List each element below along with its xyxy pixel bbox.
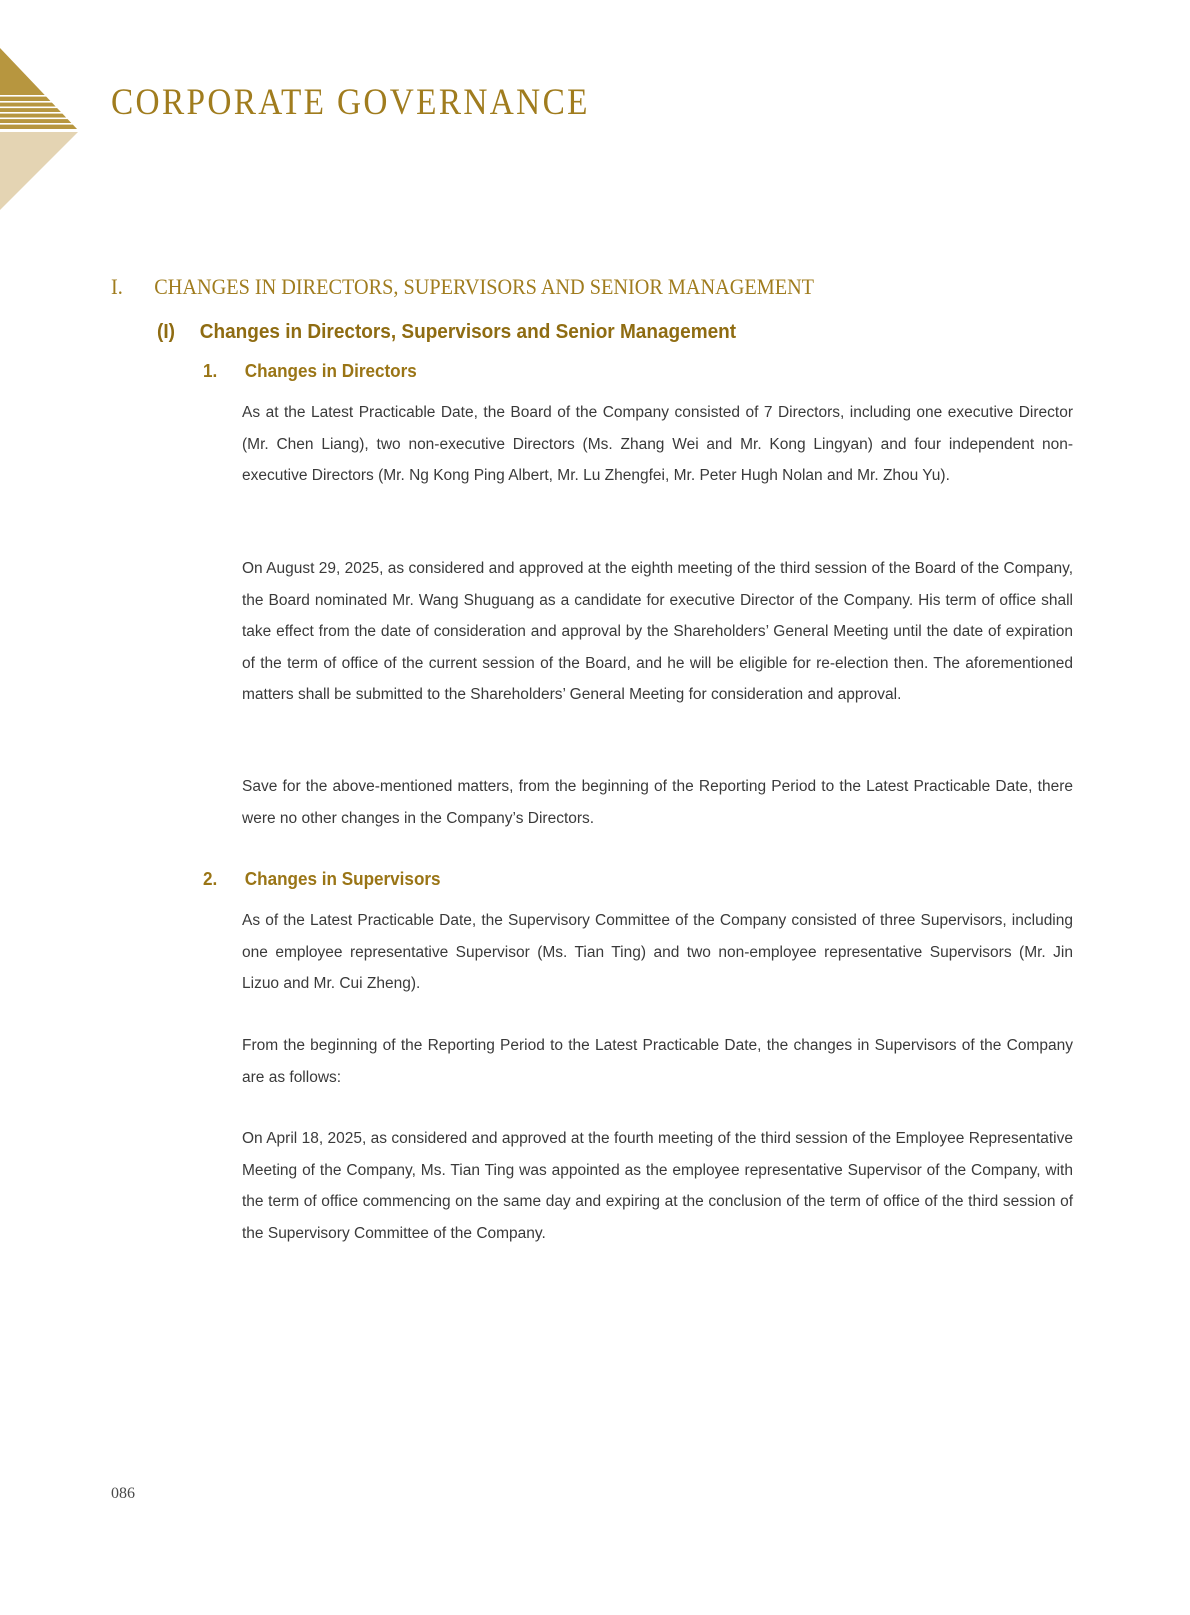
paragraph: On April 18, 2025, as considered and approved at the fourth meeting of the third session of the Employee Representative Meeting of the Company, Ms. Tian Ting was appointed as the employee representative Supervisor of the Company, with the term of office commencing on the same day and expiring at the conclusion of the term of office of the third session of the Supervisory Committee of the Company. xyxy=(242,1130,1073,1242)
section-title: CHANGES IN DIRECTORS, SUPERVISORS AND SENIOR MANAGEMENT xyxy=(154,274,815,299)
paragraph: From the beginning of the Reporting Period to the Latest Practicable Date, the changes in Supervisors of the Company are as follows: xyxy=(242,1037,1073,1086)
paragraph: As of the Latest Practicable Date, the Supervisory Committee of the Company consisted of three Supervisors, including one employee representative Supervisor (Ms. Tian Ting) and two non-employee representative Supervisors (Mr. Jin Lizuo and Mr. Cui Zheng). xyxy=(242,912,1073,992)
decorative-triangle-icon xyxy=(0,48,80,210)
item-title: Changes in Supervisors xyxy=(244,869,441,889)
section-heading xyxy=(111,276,814,298)
item-number: 1. xyxy=(203,361,218,381)
page-title: CORPORATE GOVERNANCE xyxy=(111,82,590,123)
item-heading-supervisors xyxy=(203,870,441,888)
item-number: 2. xyxy=(203,869,218,889)
item-title: Changes in Directors xyxy=(244,361,417,381)
page-number: 086 xyxy=(111,1485,135,1502)
paragraph: Save for the above-mentioned matters, from the beginning of the Reporting Period to the Latest Practicable Date, there were no other changes in the Company’s Directors. xyxy=(242,778,1073,827)
item-heading-directors xyxy=(203,362,417,380)
section-number: I. xyxy=(111,274,123,299)
paragraph: On August 29, 2025, as considered and approved at the eighth meeting of the third session of the Board of the Company, the Board nominated Mr. Wang Shuguang as a candidate for executive Director of the Company. His term of office shall take effect from the date of consideration and approval by the Shareholders’ General Meeting until the date of expiration of the term of office of the current session of the Board, and he will be eligible for re-election then. The aforementioned matters shall be submitted to the Shareholders’ General Meeting for consideration and approval. xyxy=(242,560,1073,703)
subsection-number: (I) xyxy=(157,321,175,343)
subsection-title: Changes in Directors, Supervisors and Senior Management xyxy=(199,321,737,343)
paragraph: As at the Latest Practicable Date, the Board of the Company consisted of 7 Directors, including one executive Director (Mr. Chen Liang), two non-executive Directors (Ms. Zhang Wei and Mr. Kong Lingyan) and four independent non-executive Directors (Mr. Ng Kong Ping Albert, Mr. Lu Zhengfei, Mr. Peter Hugh Nolan and Mr. Zhou Yu). xyxy=(242,404,1073,484)
subsection-heading xyxy=(157,322,736,342)
